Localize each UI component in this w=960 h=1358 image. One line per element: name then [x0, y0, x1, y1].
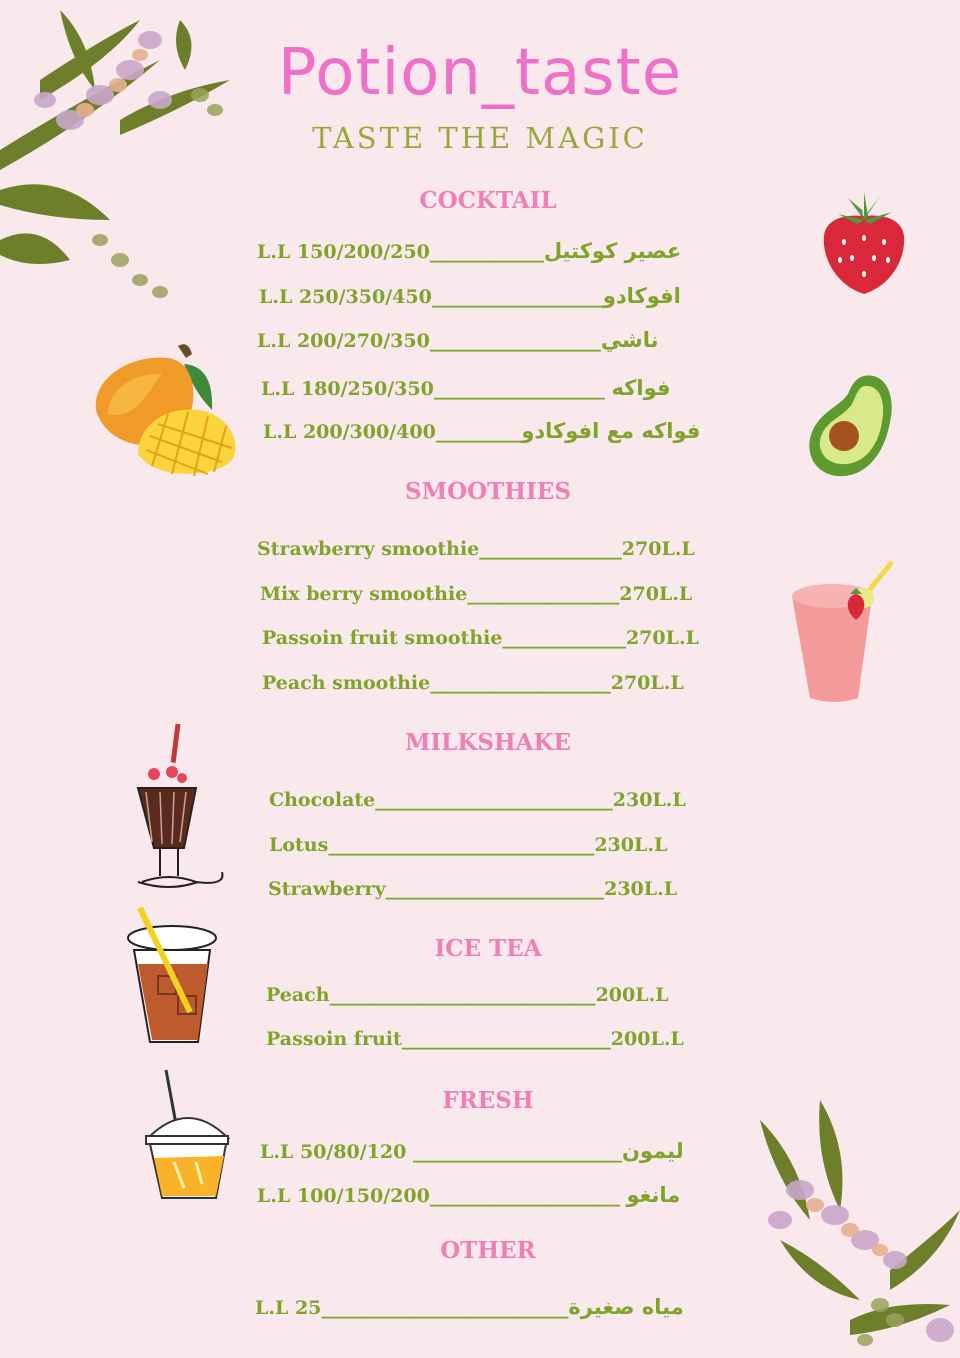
item-name: Strawberry smoothie: [257, 538, 480, 560]
menu-item: [266, 1028, 684, 1050]
menu-item: [262, 627, 699, 649]
item-name: مياه صغيرة: [568, 1295, 684, 1319]
item-leader: _______________: [479, 538, 622, 560]
item-name: Peach smoothie: [262, 672, 431, 694]
section-title-other: OTHER: [440, 1237, 536, 1264]
item-leader: ________________: [467, 583, 620, 605]
item-name: Lotus: [269, 834, 329, 856]
item-price: L.L 150/200/250: [257, 241, 430, 263]
item-name: ناشي: [600, 328, 659, 352]
item-price: L.L 180/250/350: [261, 378, 434, 400]
menu-item: [257, 538, 695, 560]
mango-icon: [88, 340, 240, 484]
menu-tagline: TASTE THE MAGIC: [312, 121, 648, 155]
item-price: 230L.L: [594, 834, 668, 856]
section-title-cocktail: COCKTAIL: [419, 187, 557, 214]
item-name: Mix berry smoothie: [260, 583, 468, 605]
menu-title: Potion_taste: [277, 36, 683, 110]
section-title-milkshake: MILKSHAKE: [404, 729, 572, 756]
menu-item: [262, 672, 684, 694]
item-price: 200L.L: [610, 1028, 684, 1050]
item-price: 230L.L: [604, 878, 678, 900]
item-leader: _______________________: [385, 878, 605, 900]
item-leader: __________________: [431, 286, 603, 308]
item-price: L.L 50/80/120: [260, 1141, 407, 1163]
item-leader: __________________________: [321, 1297, 569, 1319]
item-leader: __________________: [433, 378, 612, 400]
item-name: افوكادو: [602, 284, 681, 308]
item-name: عصير كوكتيل: [543, 239, 682, 263]
menu-item: [260, 583, 692, 605]
menu-item: [268, 878, 677, 900]
item-price: L.L 100/150/200: [257, 1185, 430, 1207]
item-leader: ____________: [429, 241, 544, 263]
item-name: Passoin fruit: [266, 1028, 402, 1050]
menu-item: [260, 1139, 684, 1163]
item-leader: ____________________: [429, 1185, 627, 1207]
avocado-icon: [804, 372, 896, 482]
section-title-fresh: FRESH: [442, 1087, 534, 1114]
item-leader: _________________________: [375, 789, 613, 811]
item-name: فواكه مع افوكادو: [521, 419, 701, 443]
item-name: Chocolate: [269, 789, 376, 811]
item-name: Strawberry: [268, 878, 386, 900]
iced-tea-icon: [124, 906, 226, 1048]
section-title-ice-tea: ICE TEA: [434, 935, 542, 962]
item-price: 270L.L: [610, 672, 684, 694]
menu-item: [259, 284, 681, 308]
menu-item: [257, 239, 681, 263]
item-leader: __________________: [429, 330, 601, 352]
flower-branch-icon: [740, 1090, 960, 1358]
menu-item: [263, 419, 700, 443]
item-name: Peach: [266, 984, 330, 1006]
item-name: مانغو: [626, 1183, 681, 1207]
menu-item: [255, 1295, 684, 1319]
item-leader: _____________: [502, 627, 626, 649]
item-leader: ____________________________: [328, 834, 595, 856]
item-leader: ___________________: [430, 672, 611, 694]
menu-item: [269, 834, 667, 856]
item-name: فواكه: [611, 376, 671, 400]
item-name: Passoin fruit smoothie: [262, 627, 503, 649]
item-price: 270L.L: [619, 583, 693, 605]
item-price: 200L.L: [595, 984, 669, 1006]
item-leader: ____________________________: [329, 984, 596, 1006]
strawberry-smoothie-icon: [784, 560, 898, 706]
menu-item: [257, 1183, 680, 1207]
item-price: 270L.L: [625, 627, 699, 649]
item-price: 270L.L: [621, 538, 695, 560]
menu-item: [261, 376, 671, 400]
menu-item: [266, 984, 669, 1006]
item-name: ليمون: [622, 1139, 684, 1163]
item-leader: _________: [435, 421, 522, 443]
item-price: L.L 25: [255, 1297, 322, 1319]
item-leader: ______________________: [401, 1028, 611, 1050]
item-leader: ______________________: [406, 1141, 622, 1163]
section-title-smoothies: SMOOTHIES: [405, 478, 571, 505]
menu-item: [269, 789, 686, 811]
item-price: L.L 250/350/450: [259, 286, 432, 308]
item-price: L.L 200/270/350: [257, 330, 430, 352]
item-price: L.L 200/300/400: [263, 421, 436, 443]
menu-item: [257, 328, 658, 352]
item-price: 230L.L: [612, 789, 686, 811]
